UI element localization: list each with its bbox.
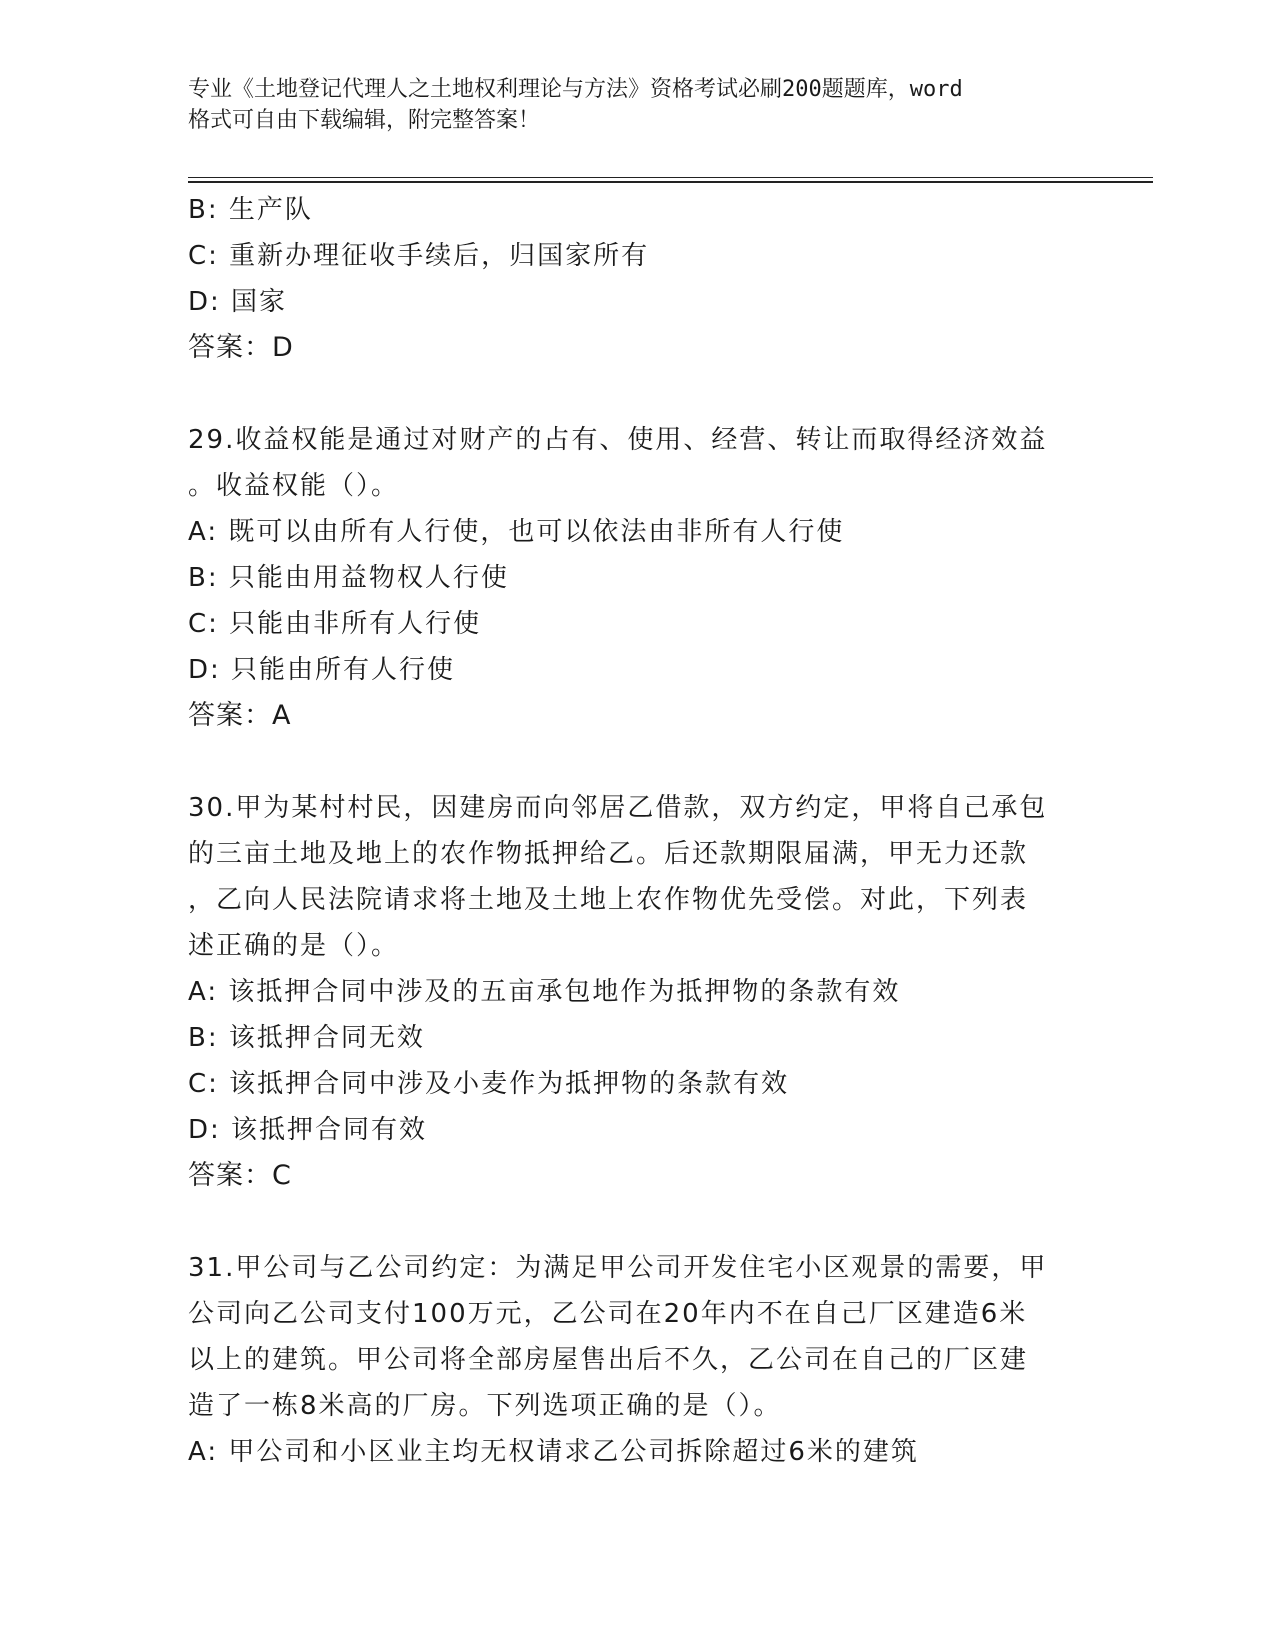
option-b: B: 只能由用益物权人行使 [188, 563, 509, 593]
question-stem: 31.甲公司与乙公司约定：为满足甲公司开发住宅小区观景的需要，甲 [188, 1253, 1048, 1283]
option-b: B: 生产队 [188, 195, 313, 225]
spacer [188, 739, 1088, 785]
option-d: D: 该抵押合同有效 [188, 1115, 428, 1145]
header-divider-thin [188, 177, 1153, 178]
option-b: B: 该抵押合同无效 [188, 1023, 425, 1053]
document-header [188, 74, 1088, 136]
header-line-2: 格式可自由下载编辑，附完整答案！ [188, 108, 541, 133]
question-stem: 。收益权能（）。 [188, 471, 400, 501]
question-stem: 29.收益权能是通过对财产的占有、使用、经营、转让而取得经济效益 [188, 425, 1048, 455]
answer: 答案：D [188, 332, 294, 363]
header-divider-thick [188, 181, 1153, 183]
question-28-tail [188, 187, 1088, 371]
option-c: C: 只能由非所有人行使 [188, 609, 482, 639]
header-line-1: 专业《土地登记代理人之土地权利理论与方法》资格考试必刷200题题库，word [188, 77, 963, 102]
question-31 [188, 1245, 1088, 1475]
question-stem: 述正确的是（）。 [188, 931, 400, 961]
question-30 [188, 785, 1088, 1199]
option-c: C: 该抵押合同中涉及小麦作为抵押物的条款有效 [188, 1069, 790, 1099]
question-stem: 30.甲为某村村民，因建房而向邻居乙借款，双方约定，甲将自己承包 [188, 793, 1048, 823]
spacer [188, 1199, 1088, 1245]
option-d: D: 国家 [188, 287, 288, 317]
question-content [188, 187, 1088, 1475]
option-d: D: 只能由所有人行使 [188, 655, 456, 685]
option-a: A: 甲公司和小区业主均无权请求乙公司拆除超过6米的建筑 [188, 1437, 919, 1467]
question-stem: 公司向乙公司支付100万元，乙公司在20年内不在自己厂区建造6米 [188, 1299, 1028, 1329]
question-stem: 的三亩土地及地上的农作物抵押给乙。后还款期限届满，甲无力还款 [188, 839, 1029, 869]
question-stem: 以上的建筑。甲公司将全部房屋售出后不久，乙公司在自己的厂区建 [188, 1345, 1029, 1375]
spacer [188, 371, 1088, 417]
answer: 答案：C [188, 1160, 292, 1191]
option-a: A: 该抵押合同中涉及的五亩承包地作为抵押物的条款有效 [188, 977, 901, 1007]
question-stem: 造了一栋8米高的厂房。下列选项正确的是（）。 [188, 1391, 782, 1421]
option-c: C: 重新办理征收手续后，归国家所有 [188, 241, 650, 271]
question-stem: ，乙向人民法院请求将土地及土地上农作物优先受偿。对此，下列表 [188, 885, 1029, 915]
question-29 [188, 417, 1088, 739]
answer: 答案：A [188, 700, 292, 731]
option-a: A: 既可以由所有人行使，也可以依法由非所有人行使 [188, 517, 845, 547]
